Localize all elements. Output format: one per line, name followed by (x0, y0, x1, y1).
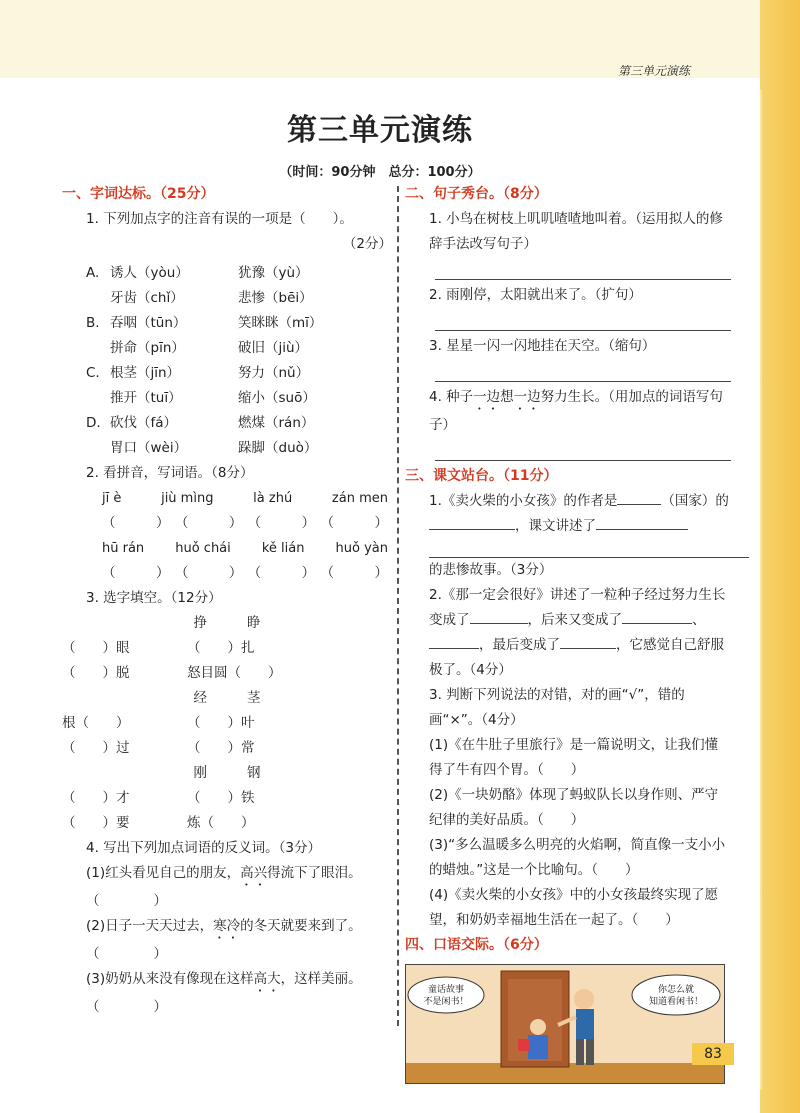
option-row: 胃口（wèi） 跺脚（duò） (110, 440, 318, 456)
section-2-title: 二、句子秀台。（8分） (405, 186, 548, 202)
q1-4-item-2: (2)日子一天天过去，寒冷的冬天就要来到了。（ ） (86, 918, 362, 962)
answer-paren-row[interactable]: （ ） （ ） （ ） （ ） (102, 565, 388, 581)
option-row: D. 砍伐（fá） 燃煤（rán） (86, 415, 315, 431)
fill-row[interactable]: （ ）眼 （ ）扎 (62, 640, 255, 656)
page-number: 83 (692, 1043, 734, 1065)
judge-item-3[interactable]: (3)“多么温暖多么明亮的火焰啊，简直像一支小小的蜡烛。”这是一个比喻句。（ ） (429, 837, 726, 878)
section-4-title: 四、口语交际。（6分） (405, 937, 548, 953)
q1-3-prompt: 3. 选字填空。（12分） (86, 590, 222, 606)
answer-line[interactable] (435, 308, 731, 331)
blank[interactable] (560, 648, 616, 649)
svg-text:不是闲书！: 不是闲书！ (423, 997, 469, 1007)
q2-4-prompt: 4. 种子一边想一边努力生长。（用加点的词语写句子） (429, 389, 723, 433)
q1-1-prompt: 1. 下列加点字的注音有误的一项是（ ）。 (86, 211, 353, 227)
char-group-3: 刚 钢 (193, 765, 261, 781)
option-row: B. 吞咽（tūn） 笑眯眯（mī） (86, 315, 323, 331)
judge-item-4[interactable]: (4)《卖火柴的小女孩》中的小女孩最终实现了愿望，和奶奶幸福地生活在一起了。（ ） (429, 887, 719, 928)
judge-item-2[interactable]: (2)《一块奶酪》体现了蚂蚁队长以身作则、严守纪律的美好品质。（ ） (429, 787, 719, 828)
q1-1-options (62, 261, 392, 461)
judge-item-1[interactable]: (1)《在牛肚子里旅行》是一篇说明文，让我们懂得了牛有四个胃。（ ） (429, 737, 719, 778)
char-group-1: 挣 睁 (193, 615, 261, 631)
fill-row[interactable]: （ ）要 炼（ ） (62, 815, 255, 831)
answer-line[interactable] (435, 359, 731, 382)
blank[interactable] (429, 648, 479, 649)
cartoon-scene (406, 965, 724, 1083)
pinyin-row-2: hū rán huǒ chái kě lián huǒ yàn (102, 541, 388, 556)
section-1-title: 一、字词达标。（25分） (62, 186, 215, 202)
time-score-info: （时间：90分钟 总分：100分） (279, 165, 481, 180)
right-column (405, 182, 731, 1084)
page-title: 第三单元演练 (287, 113, 473, 148)
q1-4-item-1: (1)红头看见自己的朋友，高兴得流下了眼泪。（ ） (86, 865, 362, 909)
blank[interactable] (617, 504, 661, 505)
q1-1-score: （2分） (342, 236, 392, 252)
speech-bubble-adult: 你怎么就 (657, 985, 695, 995)
option-row: 牙齿（chǐ） 悲惨（bēi） (110, 290, 313, 306)
answer-paren-row[interactable]: （ ） （ ） （ ） （ ） (102, 515, 388, 531)
fill-row[interactable]: （ ）过 （ ）常 (62, 740, 255, 756)
char-group-2: 经 茎 (193, 690, 261, 706)
q2-1-prompt: 1. 小鸟在树枝上叽叽喳喳地叫着。（运用拟人的修辞手法改写句子） (429, 211, 723, 252)
fill-row[interactable]: 根（ ） （ ）叶 (62, 715, 255, 731)
q1-4-prompt: 4. 写出下列加点词语的反义词。（3分） (86, 840, 322, 856)
answer-line[interactable] (435, 438, 731, 461)
q1-2-prompt: 2. 看拼音，写词语。（8分） (86, 465, 254, 481)
blank[interactable] (596, 529, 688, 530)
svg-text:知道看闲书！: 知道看闲书！ (648, 997, 704, 1007)
q3-3-prompt: 3. 判断下列说法的对错，对的画“√”，错的画“×”。（4分） (429, 687, 685, 728)
running-header: 第三单元演练 (617, 64, 690, 78)
fill-row[interactable]: （ ）才 （ ）铁 (62, 790, 255, 806)
q2-2-prompt: 2. 雨刚停，太阳就出来了。（扩句） (429, 287, 642, 303)
speech-bubble-child: 童话故事 (427, 985, 465, 995)
blank[interactable] (470, 623, 528, 624)
q2-3-prompt: 3. 星星一闪一闪地挂在天空。（缩句） (429, 338, 656, 354)
q3-2-prompt: 2.《那一定会很好》讲述了一粒种子经过努力生长变成了 ，后来又变成了 、，最后变成了 ，它感觉自己舒服极了。（4分） (429, 587, 726, 678)
column-divider (397, 186, 399, 1026)
answer-line[interactable] (435, 257, 731, 280)
option-row: A. 诱人（yòu） 犹豫（yù） (86, 265, 309, 281)
cartoon-illustration (405, 964, 725, 1084)
option-row: C. 根茎（jīn） 努力（nǔ） (86, 365, 310, 381)
option-row: 拼命（pīn） 破旧（jiù） (110, 340, 309, 356)
section-3-title: 三、课文站台。（11分） (405, 468, 558, 484)
left-column (62, 182, 392, 1020)
blank[interactable] (429, 539, 749, 558)
pinyin-row-1: jī è jiù mìng là zhú zán men (102, 491, 388, 506)
option-row: 推开（tuī） 缩小（suō） (110, 390, 316, 406)
q3-1-prompt: 1.《卖火柴的小女孩》的作者是 （国家）的，课文讲述了 的悲惨故事。（3分） (405, 489, 731, 583)
blank[interactable] (429, 529, 515, 530)
fill-row[interactable]: （ ）脱 怒目圆（ ） (62, 665, 282, 681)
q1-4-item-3: (3)奶奶从来没有像现在这样高大，这样美丽。（ ） (86, 971, 362, 1015)
blank[interactable] (622, 623, 692, 624)
